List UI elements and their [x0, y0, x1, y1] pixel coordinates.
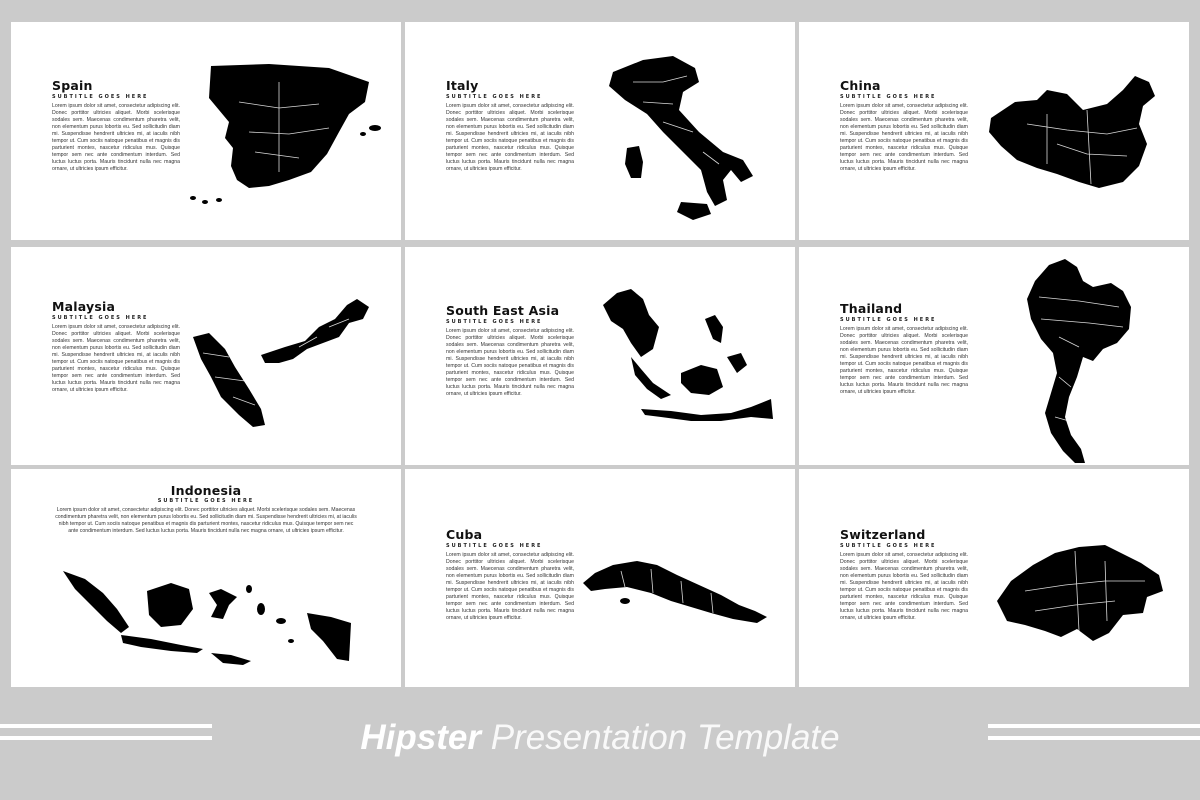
slide-body-text: Lorem ipsum dolor sit amet, consectetur adipiscing elit. Donec porttitor ultricies aliquet. Morbi scelerisque sodales sem. Maecenas condimentum pharetra velit, non elementum purus lobortis eu. Sed sollicitudin diam mi. Suspendisse hendrerit ultricies mi, at iaculis nibh tempor ut. Cum sociis natoque penatibus et magnis dis parturient montes, nascetur ridiculus mus. Quisque tempor sem nec ante condimentum interdum. Sed luctus luctus porta. Mauris tincidunt nulla nec magna ornare, ut ultricies ipsum efficitur. [446, 103, 574, 172]
slide-title: Cuba [446, 527, 483, 542]
slide-cuba[interactable] [405, 469, 795, 687]
slide-body-text: Lorem ipsum dolor sit amet, consectetur adipiscing elit. Donec porttitor ultricies aliquet. Morbi scelerisque sodales sem. Maecenas condimentum pharetra velit, non elementum purus lobortis eu. Sed sollicitudin diam mi. Suspendisse hendrerit ultricies mi, at iaculis nibh tempor ut. Cum sociis natoque penatibus et magnis dis parturient montes, nascetur ridiculus mus. Quisque tempor sem nec ante condimentum interdum. Sed luctus luctus porta. Mauris tincidunt nulla nec magna ornare, ut ultricies ipsum efficitur. [840, 326, 968, 395]
slide-south-east-asia[interactable] [405, 247, 795, 465]
slide-subtitle: SUBTITLE GOES HERE [446, 319, 543, 325]
brand-light: Presentation Template [490, 718, 840, 757]
brand-title [0, 718, 1200, 758]
slide-title: Italy [446, 78, 479, 93]
slide-subtitle: SUBTITLE GOES HERE [52, 94, 149, 100]
slide-subtitle: SUBTITLE GOES HERE [446, 543, 543, 549]
south-east-asia-map [601, 287, 773, 427]
slide-indonesia[interactable] [11, 469, 401, 687]
slide-subtitle: SUBTITLE GOES HERE [840, 317, 937, 323]
slide-malaysia[interactable] [11, 247, 401, 465]
slide-title: Indonesia [170, 483, 242, 498]
italy-map [603, 52, 763, 224]
cuba-map [581, 553, 769, 629]
slide-spain[interactable] [11, 22, 401, 240]
slide-title: Spain [52, 78, 93, 93]
slide-body-text: Lorem ipsum dolor sit amet, consectetur adipiscing elit. Donec porttitor ultricies aliquet. Morbi scelerisque sodales sem. Maecenas condimentum pharetra velit, non elementum purus lobortis eu. Sed sollicitudin diam mi. Suspendisse hendrerit ultricies mi, at iaculis nibh tempor ut. Cum sociis natoque penatibus et magnis dis parturient montes, nascetur ridiculus mus. Quisque tempor sem nec ante condimentum interdum. Sed luctus luctus porta. Mauris tincidunt nulla nec magna ornare, ut ultricies ipsum efficitur. [446, 328, 574, 397]
slide-title: Thailand [840, 301, 903, 316]
spain-map [179, 62, 389, 212]
slide-body-text: Lorem ipsum dolor sit amet, consectetur adipiscing elit. Donec porttitor ultricies aliquet. Morbi scelerisque sodales sem. Maecenas condimentum pharetra velit, non elementum purus lobortis eu. Sed sollicitudin diam mi. Suspendisse hendrerit ultricies mi, at iaculis nibh tempor ut. Cum sociis natoque penatibus et magnis dis parturient montes, nascetur ridiculus mus. Quisque tempor sem nec ante condimentum interdum. Sed luctus luctus porta. Mauris tincidunt nulla nec magna ornare, ut ultricies ipsum efficitur. [55, 507, 357, 534]
slide-subtitle: SUBTITLE GOES HERE [157, 498, 255, 504]
brand-strong: Hipster [360, 718, 481, 757]
slide-italy[interactable] [405, 22, 795, 240]
malaysia-map [189, 297, 377, 431]
slide-title: South East Asia [446, 303, 560, 318]
slide-body-text: Lorem ipsum dolor sit amet, consectetur adipiscing elit. Donec porttitor ultricies aliquet. Morbi scelerisque sodales sem. Maecenas condimentum pharetra velit, non elementum purus lobortis eu. Sed sollicitudin diam mi. Suspendisse hendrerit ultricies mi, at iaculis nibh tempor ut. Cum sociis natoque penatibus et magnis dis parturient montes, nascetur ridiculus mus. Quisque tempor sem nec ante condimentum interdum. Sed luctus luctus porta. Mauris tincidunt nulla nec magna ornare, ut ultricies ipsum efficitur. [52, 103, 180, 172]
slide-body-text: Lorem ipsum dolor sit amet, consectetur adipiscing elit. Donec porttitor ultricies aliquet. Morbi scelerisque sodales sem. Maecenas condimentum pharetra velit, non elementum purus lobortis eu. Sed sollicitudin diam mi. Suspendisse hendrerit ultricies mi, at iaculis nibh tempor ut. Cum sociis natoque penatibus et magnis dis parturient montes, nascetur ridiculus mus. Quisque tempor sem nec ante condimentum interdum. Sed luctus luctus porta. Mauris tincidunt nulla nec magna ornare, ut ultricies ipsum efficitur. [840, 103, 968, 172]
thailand-map [1019, 257, 1139, 465]
slide-subtitle: SUBTITLE GOES HERE [446, 94, 543, 100]
slide-subtitle: SUBTITLE GOES HERE [840, 94, 937, 100]
switzerland-map [995, 541, 1165, 649]
slide-body-text: Lorem ipsum dolor sit amet, consectetur adipiscing elit. Donec porttitor ultricies aliquet. Morbi scelerisque sodales sem. Maecenas condimentum pharetra velit, non elementum purus lobortis eu. Sed sollicitudin diam mi. Suspendisse hendrerit ultricies mi, at iaculis nibh tempor ut. Cum sociis natoque penatibus et magnis dis parturient montes, nascetur ridiculus mus. Quisque tempor sem nec ante condimentum interdum. Sed luctus luctus porta. Mauris tincidunt nulla nec magna ornare, ut ultricies ipsum efficitur. [52, 324, 180, 393]
slide-subtitle: SUBTITLE GOES HERE [840, 543, 937, 549]
slide-title: Switzerland [840, 527, 926, 542]
slide-china[interactable] [799, 22, 1189, 240]
indonesia-map [61, 569, 351, 675]
slide-switzerland[interactable] [799, 469, 1189, 687]
slide-title: China [840, 78, 881, 93]
slide-thailand[interactable] [799, 247, 1189, 465]
slide-body-text: Lorem ipsum dolor sit amet, consectetur adipiscing elit. Donec porttitor ultricies aliquet. Morbi scelerisque sodales sem. Maecenas condimentum pharetra velit, non elementum purus lobortis eu. Sed sollicitudin diam mi. Suspendisse hendrerit ultricies mi, at iaculis nibh tempor ut. Cum sociis natoque penatibus et magnis dis parturient montes, nascetur ridiculus mus. Quisque tempor sem nec ante condimentum interdum. Sed luctus luctus porta. Mauris tincidunt nulla nec magna ornare, ut ultricies ipsum efficitur. [840, 552, 968, 621]
slide-body-text: Lorem ipsum dolor sit amet, consectetur adipiscing elit. Donec porttitor ultricies aliquet. Morbi scelerisque sodales sem. Maecenas condimentum pharetra velit, non elementum purus lobortis eu. Sed sollicitudin diam mi. Suspendisse hendrerit ultricies mi, at iaculis nibh tempor ut. Cum sociis natoque penatibus et magnis dis parturient montes, nascetur ridiculus mus. Quisque tempor sem nec ante condimentum interdum. Sed luctus luctus porta. Mauris tincidunt nulla nec magna ornare, ut ultricies ipsum efficitur. [446, 552, 574, 621]
slide-subtitle: SUBTITLE GOES HERE [52, 315, 149, 321]
slide-title: Malaysia [52, 299, 116, 314]
china-map [987, 74, 1159, 194]
